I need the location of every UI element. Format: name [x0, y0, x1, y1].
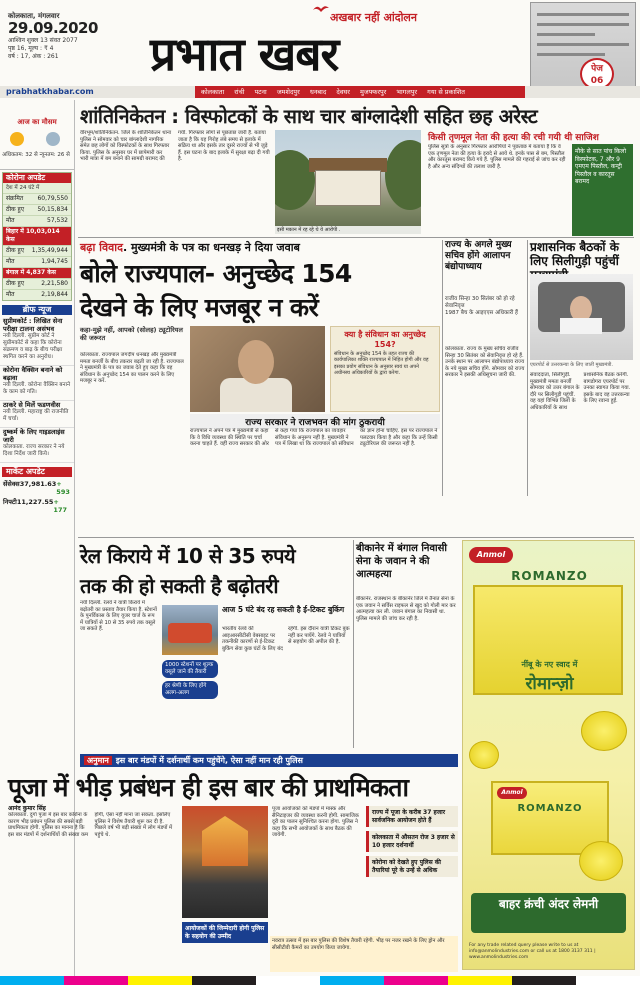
- secretary-bullets: राजीव सिन्हा 30 सितंबर को हो रहे सेवानिवृत्त 1987 बैच के आइएएस अधिकारी हैं: [445, 296, 518, 316]
- governor-body-2: राज्यपाल ने अपने पत्र में मुख्यमंत्री से कहा कि वे विधि व्यवस्था की स्थिति पर चर्चा करना चाहते हैं. वहीं राज्य सरकार की ओर से कहा गया कि राज्यपाल का व्यवहार संविधान के अनुरूप नहीं है. मुख्यमंत्री ने पत्र में लिखा था कि राज्यपाल को संविधान का ज्ञान होना चाहिए. इस पर राज्यपाल ने पलटवार किया है और कहा कि उन्हें किसी ट्यूटोरियल की जरूरत नहीं है.: [190, 428, 438, 448]
- corona-row: मौत 57,532: [3, 215, 71, 226]
- advertisement[interactable]: [462, 540, 635, 970]
- puja-byline: आनंद कुमार सिंह: [8, 805, 46, 812]
- governor-headline-2: देखने के लिए मजबूर न करें: [80, 293, 319, 322]
- pandal-shape: [202, 816, 248, 866]
- ad-product: ROMANZO: [511, 569, 588, 583]
- person-body: [560, 318, 602, 334]
- lemon-icon: [581, 711, 627, 751]
- divider: [527, 240, 528, 496]
- rail-bullets: 1000 स्टेशनों पर शुल्क वसूले जाने की तैयारी हर श्रेणी के लिए होंगे अलग-अलग: [162, 660, 218, 702]
- city-item: जमशेदपुर: [276, 88, 300, 96]
- anumaan-tag: अनुमान: [84, 756, 112, 765]
- city-item: मुजफ्फरपुर: [360, 88, 387, 96]
- secretary-headline: राज्य के अगले मुख्य सचिव होंगे आलापन बंद्योपाध्याय: [445, 240, 512, 272]
- city-item: धनबाद: [309, 88, 327, 96]
- state-row: ठीक हुए 2,21,580: [3, 278, 71, 289]
- divider: [78, 237, 634, 238]
- ad-line: नींबू के नए स्वाद में: [521, 660, 578, 669]
- bikaner-headline: बीकानेर में बंगाल निवासी सेना के जवान ने की आत्महत्या: [356, 543, 447, 580]
- city-item: रांची: [234, 88, 245, 96]
- train-photo: [162, 605, 218, 655]
- corona-subtitle: देश में 24 घंटे में: [6, 185, 40, 191]
- meta-line: वर्ष : 17, अंक : 261: [8, 53, 59, 60]
- city-item: कोलकाता: [201, 88, 225, 96]
- tree-shape: [385, 140, 421, 210]
- cm-photo: [530, 274, 633, 360]
- train-shape: [168, 623, 212, 643]
- state-row: मौत 1,94,745: [3, 256, 71, 267]
- page-number: 06: [590, 76, 604, 86]
- newspaper-logo: प्रभात खबर: [150, 27, 339, 81]
- brief-item: कोरोना वैक्सिन बनाने को बढ़ावा नयी दिल्ली. कोरोना वैक्सिन बनाने के काम को गति।: [0, 366, 74, 401]
- state-row: मौत 2,19,844: [3, 289, 71, 300]
- puja-body: कोलकाता. दुर्गा पूजा में इस बार कोरोना के कारण भीड़ प्रबंधन पुलिस की सबसे बड़ी प्राथमिकता होगी. पुलिस का मानना है कि इस बार मंडपों में दर्शनार्थियों की संख्या कम होगी, ऐसा नहीं माना जा सकता. इसलिए पुलिस ने विशेष तैयारी शुरू कर दी है. पिछले वर्ष भी बड़ी संख्या में लोग मंडपों में पहुंचे थे.: [8, 812, 173, 838]
- governor-photo: [190, 326, 325, 412]
- rail-side-headline: आज 5 घंटे बंद रह सकती है ई-टिकट बुकिंग: [222, 605, 345, 614]
- issue-date: 29.09.2020: [8, 19, 98, 37]
- lead-subhead: किसी तृणमूल नेता की हत्या की रची गयी थी साजिश: [428, 133, 599, 143]
- ad-fine-print: For any trade related query please write to us at info@anmolindustries.com or call us at 1800 3137 311 | www.anmolindustries.com: [469, 943, 596, 960]
- weather-info: अधिकतम: 32 से न्यूनतम: 26 से: [2, 152, 70, 158]
- rail-headline: रेल किराये में 10 से 35 रुपये: [80, 544, 296, 568]
- city-item: पटना: [254, 88, 267, 96]
- market-title: मार्केट अपडेट: [2, 467, 72, 477]
- puja-body-2: पूजा आयोजकों को मंडपों में मास्क और सैनिटाइजर की व्यवस्था करनी होगी. सामाजिक दूरी का पालन सुनिश्चित करना होगा. पुलिस ने कहा कि सभी आयोजकों के साथ बैठक की जायेगी.: [272, 806, 359, 839]
- brief-news-title: ब्रीफ न्यूज: [2, 305, 72, 315]
- corona-row: ठीक हुए 50,15,834: [3, 204, 71, 215]
- lemon-icon: [579, 841, 623, 881]
- puja-photo: [182, 806, 268, 918]
- rail-headline-2: तक की हो सकती है बढ़ोतरी: [80, 574, 279, 598]
- secretary-body: कोलकाता. राज्य के मुख्य सचिव राजीव सिन्हा 30 सितंबर को सेवानिवृत्त हो रहे हैं. उनके स्थान पर आलापन बंद्योपाध्याय राज्य के नये मुख्य सचिव होंगे. सोमवार को राज्य सरकार ने इसकी अधिसूचना जारी की.: [445, 346, 525, 379]
- market-row: सेंसेक्स 37,981.63 + 593: [3, 480, 70, 496]
- corona-row: संक्रमित 60,79,550: [3, 193, 71, 204]
- ad-brand: Anmol: [469, 547, 513, 563]
- cm-photo-caption: एयरपोर्ट से उत्तरकन्या के लिए जातीं मुख्यमंत्री.: [530, 362, 613, 368]
- anumaan-strip: [80, 754, 458, 767]
- lead-body: वीरभूम/शांतिनिकेतन. जिले के शांतिनिकेतन थाना पुलिस ने सोमवार को चार बांग्लादेशी नागरिक समेत छह लोगों को विस्फोटकों के साथ गिरफ्तार किया. पुलिस के अनुसार घर में छापेमारी कर भारी मात्रा में बम बनाने की सामग्री बरामद की गयी. गिरफ्तार लोगों से पूछताछ जारी है. बताया जाता है कि यह गिरोह लंबे समय से इलाके में सक्रिय था और इसके तार दूसरे राज्यों से भी जुड़े हैं. इस घटना के बाद इलाके में सुरक्षा बढ़ा दी गयी है.: [80, 130, 270, 163]
- governor-body: कोलकाता. राज्यपाल जगदीप धनखड़ और मुख्यमंत्री ममता बनर्जी के बीच तकरार बढ़ती जा रही है. राज्यपाल ने मुख्यमंत्री के पत्र का जवाब देते हुए कहा कि वह संविधान के अनुच्छेद 154 का पालन करने के लिए मजबूर न करें.: [80, 352, 184, 385]
- tagline: अखबार नहीं आंदोलन: [330, 11, 417, 24]
- anumaan-text: इस बार मंडपों में दर्शनार्थी कम पहुंचेंगे, ऐसा नहीं मान रही पुलिस: [115, 756, 303, 765]
- seizure-box: मौके से सात पांच किलो विस्फोटक, 7 और 9 एमएम पिस्तौल, कन्ट्री पिस्तौल व कारतूस बरामद: [572, 144, 633, 236]
- state-row: बिहार में 10,03,014 केस: [3, 226, 71, 245]
- photo-caption: इसी मकान में रह रहे थे ये आरोपी .: [275, 226, 421, 234]
- weather-title: आज का मौसम: [17, 118, 57, 126]
- person-face: [238, 340, 274, 384]
- house-shape: [315, 170, 381, 206]
- divider: [78, 537, 634, 538]
- lead-side-body: पुलिस सूत्रों के अनुसार गिरफ्तार आरोपियों ने पूछताछ में बताया है कि वे एक तृणमूल नेता की हत्या के इरादे से आये थे. इनके पास से बम, पिस्तौल और कारतूस बरामद किये गये हैं. पुलिस मामले की गहराई से जांच कर रही है और अन्य संदिग्धों की तलाश जारी है.: [428, 144, 566, 170]
- governor-subhead: राज्य सरकार ने राजभवन की मांग ठुकरायी: [190, 414, 440, 429]
- article-154-title: क्या है संविधान का अनुच्छेद 154?: [344, 330, 426, 349]
- lemon-icon: [469, 741, 499, 769]
- bird-logo-icon: [312, 4, 330, 14]
- state-row: बंगाल में 4,837 केस: [3, 267, 71, 278]
- ad-product: ROMANZO: [517, 803, 583, 814]
- corona-title: कोरोना अपडेट: [3, 173, 71, 183]
- edition-city: कोलकाता, मंगलवार: [8, 12, 60, 20]
- bikaner-body: बीकानेर. राजस्थान के बीकानेर जिले में तैनात सेना के एक जवान ने सर्विस राइफल से खुद को गोली मार कर आत्महत्या कर ली. जवान बंगाल का निवासी था. पुलिस मामले की जांच कर रही है.: [356, 596, 456, 622]
- edition-cities: [195, 86, 525, 98]
- governor-headline: बोले राज्यपाल- अनुच्छेद 154: [80, 259, 352, 288]
- governor-kicker: बढ़ा विवाद. मुख्यमंत्री के पत्र का धनखड़ ने दिया जवाब: [80, 241, 300, 254]
- governor-quote: कहा-मुझे नहीं, आपको (सोलह) ट्यूटोरियल की जरूरत: [80, 326, 183, 342]
- meta-line: पृष्ठ 16, मूल्य : ₹ 4: [8, 45, 54, 52]
- masthead: [0, 0, 640, 98]
- puja-bottom-band: नवरात्र उत्सव में इस बार पुलिस की विशेष तैयारी रहेगी. भीड़ पर नजर रखने के लिए ड्रोन और सीसीटीवी कैमरों का उपयोग किया जायेगा.: [270, 936, 458, 972]
- puja-photo-label: आयोजकों की जिम्मेदारी होगी पुलिस के सहयोग की उम्मीद: [182, 922, 268, 943]
- print-color-bar: [0, 976, 640, 985]
- puja-bullets: राज्य में पूजा के करीब 37 हजार सार्वजनिक आयोजन होते हैं कोलकाता में औसतन रोज 3 हजार से 10 हजार दर्शनार्थी कोरोना को देखते हुए पुलिस की तैयारियां पूरे के उन्हें से अधिक: [366, 806, 458, 881]
- corona-update-box: [2, 172, 72, 301]
- weather-box: [0, 100, 74, 170]
- cm-body: संवाददाता, सिलीगुड़ी. मुख्यमंत्री ममता बनर्जी सोमवार को उत्तर बंगाल के दौरे पर सिलीगुड़ी पहुंचीं. वह यहां विभिन्न जिलों के अधिकारियों के साथ प्रशासनिक बैठक करेंगी. बागडोगरा एयरपोर्ट पर उनका स्वागत किया गया. इसके बाद वह उत्तरकन्या के लिए रवाना हुईं.: [530, 372, 631, 411]
- page-label: पेज: [591, 64, 603, 74]
- market-row: निफ्टी 11,227.55 + 177: [3, 498, 67, 514]
- meta-line: आश्विन शुक्ल 13 संवत 2077: [8, 37, 78, 44]
- sun-icon: [10, 132, 24, 146]
- brief-item: ठाकरे से मिलें फडणवीस नयी दिल्ली. महाराष्ट्र की राजनीति में चर्चा।: [0, 401, 74, 428]
- ad-banner: बाहर क्रंची अंदर लेमनी: [471, 893, 626, 933]
- edition-bar: [0, 86, 640, 98]
- cloud-icon: [46, 132, 60, 146]
- city-item: गया से प्रकाशित: [427, 88, 465, 96]
- state-row: ठीक हुए 1,35,49,944: [3, 245, 71, 256]
- issue-meta: [8, 12, 148, 61]
- divider: [442, 240, 443, 496]
- cm-headline: प्रशासनिक बैठकों के लिए सिलीगुड़ी पहुंचीं: [530, 240, 619, 268]
- article-154-box: [330, 326, 440, 412]
- lead-photo: [275, 130, 421, 234]
- city-item: भागलपुर: [396, 88, 418, 96]
- rail-side-body: भारतीय रेलवे की आइआरसीटीसी वेबसाइट पर तकनीकी कारणों से ई-टिकट बुकिंग सेवा कुछ घंटों के लिए बंद रहेगी. इस दौरान यात्री टिकट बुक नहीं कर पायेंगे. रेलवे ने यात्रियों से सहयोग की अपील की है.: [222, 626, 350, 652]
- lead-headline: शांतिनिकेतन : विस्फोटकों के साथ चार बांग्लादेशी सहित छह अरेस्ट: [80, 105, 538, 128]
- ad-product-hindi: रोमान्ज़ो: [525, 674, 574, 694]
- website-link[interactable]: prabhatkhabar.com: [6, 87, 94, 96]
- rail-body: नयी दिल्ली. रेलवे ने यात्री किराये में बढ़ोतरी का प्रस्ताव तैयार किया है. स्टेशनों के पुनर्विकास के लिए यूजर चार्ज के रूप में यात्रियों से 10 से 35 रुपये तक वसूले जा सकते हैं.: [80, 600, 157, 633]
- brief-item: सुप्रीमकोर्ट : लिखित सेना परीक्षा टालना असंभव नयी दिल्ली. सुप्रीम कोर्ट ने सुप्रीमकोर्ट से कहा कि कोरोना संक्रमण व बाढ़ के बीच परीक्षा स्थगित करने का अनुरोध।: [0, 317, 74, 366]
- ad-brand: Anmol: [497, 787, 527, 799]
- divider: [353, 540, 354, 748]
- city-item: देवघर: [336, 88, 350, 96]
- article-154-text: संविधान के अनुच्छेद 154 के तहत राज्य की कार्यपालिका शक्ति राज्यपाल में निहित होगी और वह इसका प्रयोग संविधान के अनुसार स्वयं या अपने अधीनस्थ अधिकारियों के द्वारा करेगा.: [334, 351, 429, 377]
- puja-headline: पूजा में भीड़ प्रबंधन ही इस बार की प्राथमिकता: [8, 773, 409, 802]
- brief-item: दुष्कर्म के लिए गाइडलाइंस जारी कोलकाता. राज्य सरकार ने नये दिशा निर्देश जारी किये।: [0, 428, 74, 463]
